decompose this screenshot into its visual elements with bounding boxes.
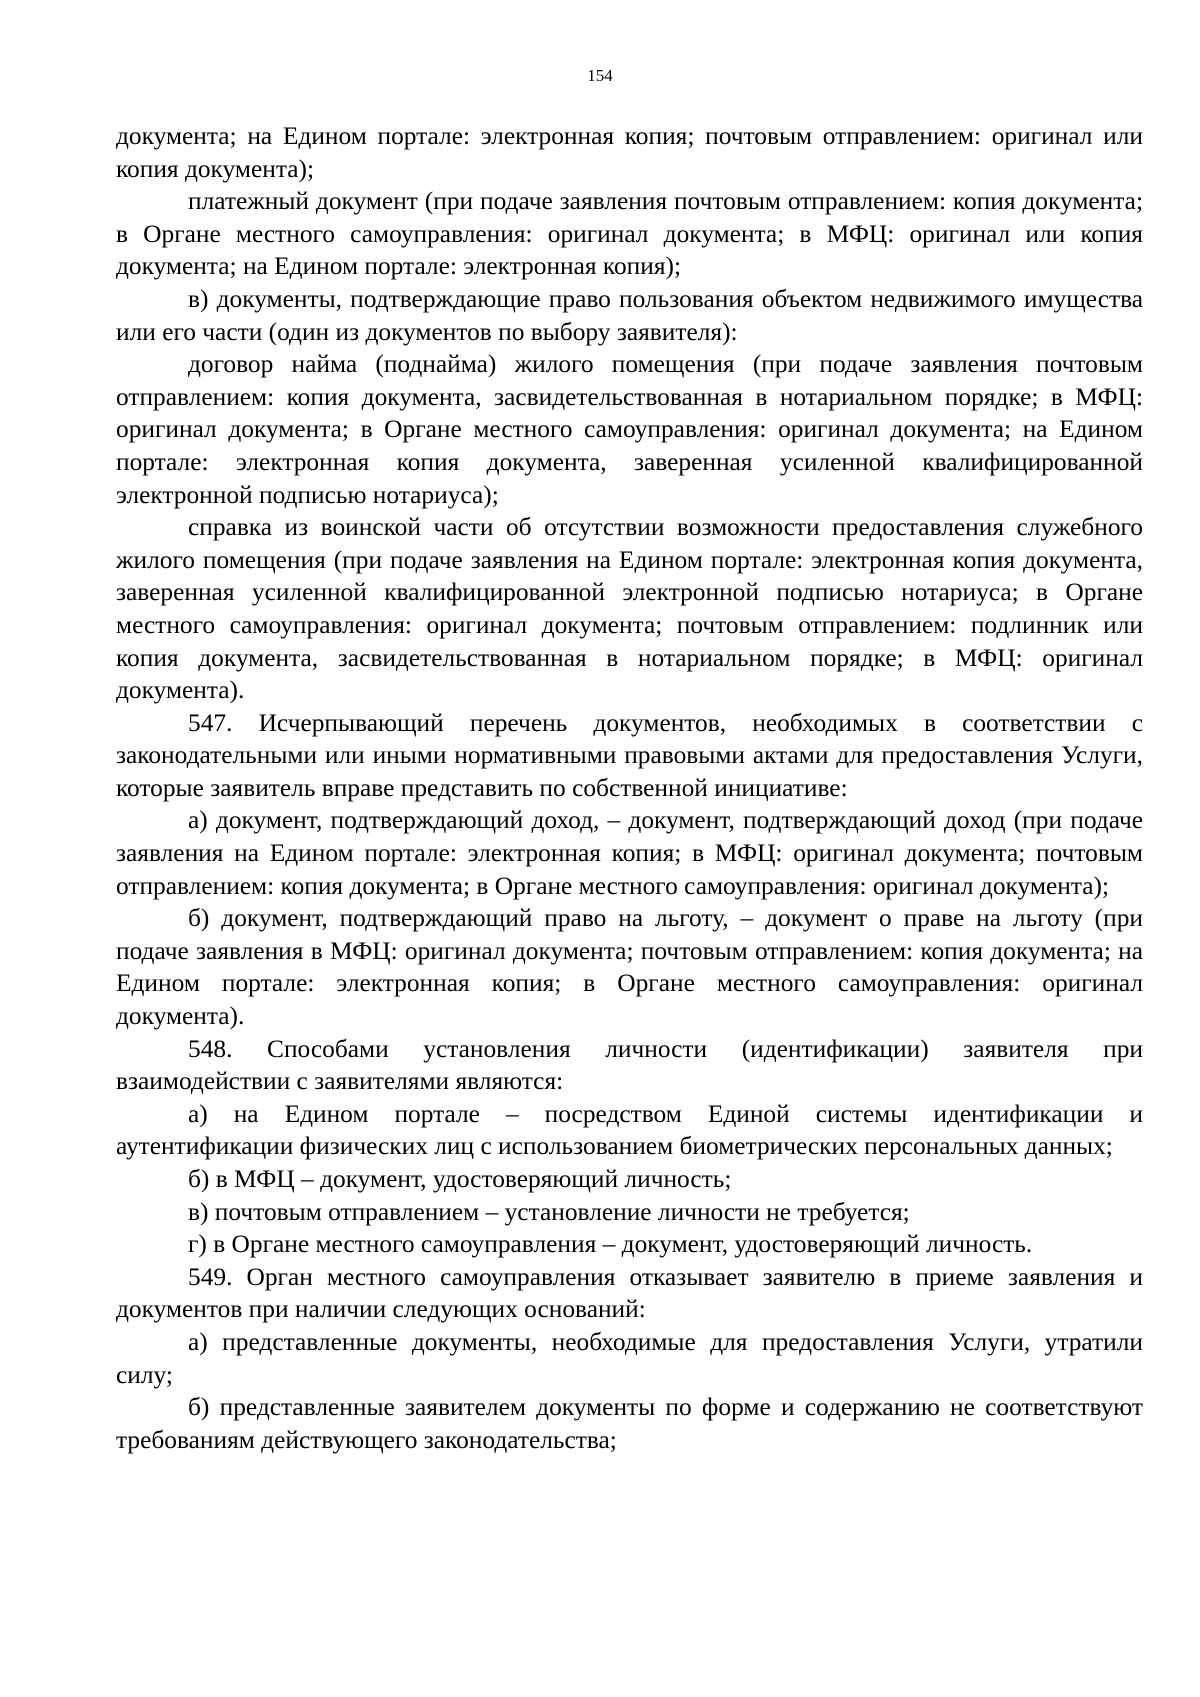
paragraph: 547. Исчерпывающий перечень документов, необходимых в соответствии с законодательными или иными нормативными правовыми актами для предоставления Услуги, которые заявитель вправе представить по собственной инициативе: — [116, 708, 1143, 802]
page-number: 154 — [587, 66, 613, 85]
paragraph: договор найма (поднайма) жилого помещения (при подаче заявления почтовым отправлением: копия документа, засвидетельствованная в нотариальном порядке; в МФЦ: оригинал документа; в Органе местного самоуправления: оригинал документа; на Едином портале: электронная копия документа, заверенная усиленной квалифицированной электронной подписью нотариуса); — [116, 350, 1143, 509]
paragraph: а) на Едином портале – посредством Единой системы идентификации и аутентификации физических лиц с использованием биометрических персональных данных; — [116, 1099, 1143, 1161]
paragraph: в) документы, подтверждающие право пользования объектом недвижимого имущества или его части (один из документов по выбору заявителя): — [116, 284, 1143, 346]
paragraph: а) документ, подтверждающий доход, – документ, подтверждающий доход (при подаче заявления на Едином портале: электронная копия; в МФЦ: оригинал документа; почтовым отправлением: копия документа; в Органе местного самоуправления: оригинал документа); — [116, 806, 1143, 900]
paragraph: справка из воинской части об отсутствии возможности предоставления служебного жилого помещения (при подаче заявления на Едином портале: электронная копия документа, заверенная усиленной квалифицированной электронной подписью нотариуса; в Органе местного самоуправления: оригинал документа; почтовым отправлением: подлинник или копия документа, засвидетельствованная в нотариальном порядке; в МФЦ: оригинал документа). — [116, 513, 1143, 705]
paragraph: 549. Орган местного самоуправления отказывает заявителю в приеме заявления и документов при наличии следующих оснований: — [116, 1262, 1143, 1324]
document-body — [116, 120, 1143, 1456]
paragraph: б) документ, подтверждающий право на льготу, – документ о праве на льготу (при подаче заявления в МФЦ: оригинал документа; почтовым отправлением: копия документа; на Едином портале: электронная копия; в Органе местного самоуправления: оригинал документа). — [116, 904, 1143, 1031]
paragraph: документа; на Едином портале: электронная копия; почтовым отправлением: оригинал или копия документа); — [116, 122, 1143, 183]
paragraph: б) представленные заявителем документы по форме и содержанию не соответствуют требованиям действующего законодательства; — [116, 1393, 1143, 1454]
paragraph: б) в МФЦ – документ, удостоверяющий личность; — [188, 1165, 732, 1193]
paragraph: 548. Способами установления личности (идентификации) заявителя при взаимодействии с заявителями являются: — [116, 1034, 1143, 1096]
paragraph: платежный документ (при подаче заявления почтовым отправлением: копия документа; в Органе местного самоуправления: оригинал документа; в МФЦ: оригинал или копия документа; на Едином портале: электронная копия); — [116, 187, 1143, 281]
paragraph: в) почтовым отправлением – установление личности не требуется; — [188, 1197, 910, 1226]
paragraph: а) представленные документы, необходимые для предоставления Услуги, утратили силу; — [116, 1327, 1143, 1389]
paragraph: г) в Органе местного самоуправления – документ, удостоверяющий личность. — [188, 1230, 1033, 1259]
